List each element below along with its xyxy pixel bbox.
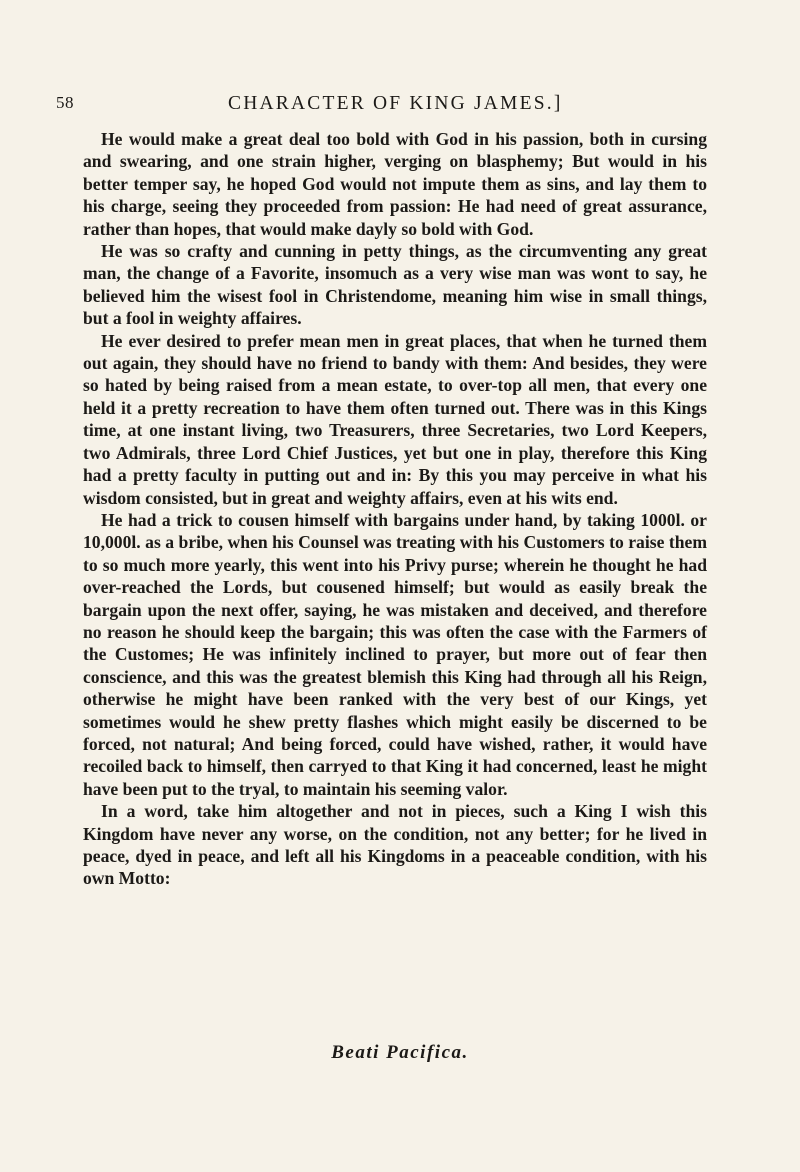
paragraph-crafty: He was so crafty and cunning in petty things, as the circumventing any great man, the change of a Favorite, insomuch as a very wise man was wont to say, he believed him the wisest fool in Christendome, meaning him wise in small things, but a fool in weighty affaires. — [83, 241, 707, 329]
page-header — [56, 93, 706, 123]
motto: Beati Pacifica. — [331, 1042, 469, 1063]
paragraph-passion: He would make a great deal too bold with God in his passion, both in cursing and swearing, and one strain higher, verging on blasphemy; But would in his better temper say, he hoped God would not impute them as sins, and lay them to his charge, seeing they proceeded from passion: He had need of great assurance, rather than hopes, that would make dayly so bold with God. — [83, 129, 707, 239]
paragraph-in-a-word: In a word, take him altogether and not in pieces, such a King I wish this Kingdom have never any worse, on the condition, not any better; for he lived in peace, dyed in peace, and left all his Kingdoms in a peaceable condition, with his own Motto: — [83, 801, 707, 889]
running-title: CHARACTER OF KING JAMES.] — [228, 93, 563, 114]
paragraph-bargains: He had a trick to cousen himself with bargains under hand, by taking 1000l. or 10,000l. as a bribe, when his Counsel was treating with his Customers to raise them to so much more yearly, this went into his Privy purse; wherein he thought he had over-reached the Lords, but cousened himself; but would as easily break the bargain upon the next offer, saying, he was mistaken and deceived, and therefore no reason he should keep the bargain; this was often the case with the Farmers of the Customes; He was infinitely inclined to prayer, but more out of fear then conscience, and this was the greatest blemish this King had through all his Reign, otherwise he might have been ranked with the very best of our Kings, yet sometimes would he shew pretty flashes which might easily be discerned to be forced, not natural; And being forced, could have wished, rather, it would have recoiled back to himself, then carryed to that King it had concerned, least he might have been put to the tryal, to maintain his seeming valor. — [83, 509, 707, 799]
page-number: 58 — [56, 93, 74, 112]
paragraph-mean-men: He ever desired to prefer mean men in great places, that when he turned them out again, they should have no friend to bandy with them: And besides, they were so hated by being raised from a mean estate, to over-top all men, that every one held it a pretty recreation to have them often turned out. There was in this Kings time, at one instant living, two Treasurers, three Secretaries, two Lord Keepers, two Admirals, three Lord Chief Justices, yet but one in play, therefore this King had a pretty faculty in putting out and in: By this you may perceive in what his wisdom consisted, but in great and weighty affairs, even at his wits end. — [83, 330, 707, 508]
body-text — [83, 128, 707, 890]
